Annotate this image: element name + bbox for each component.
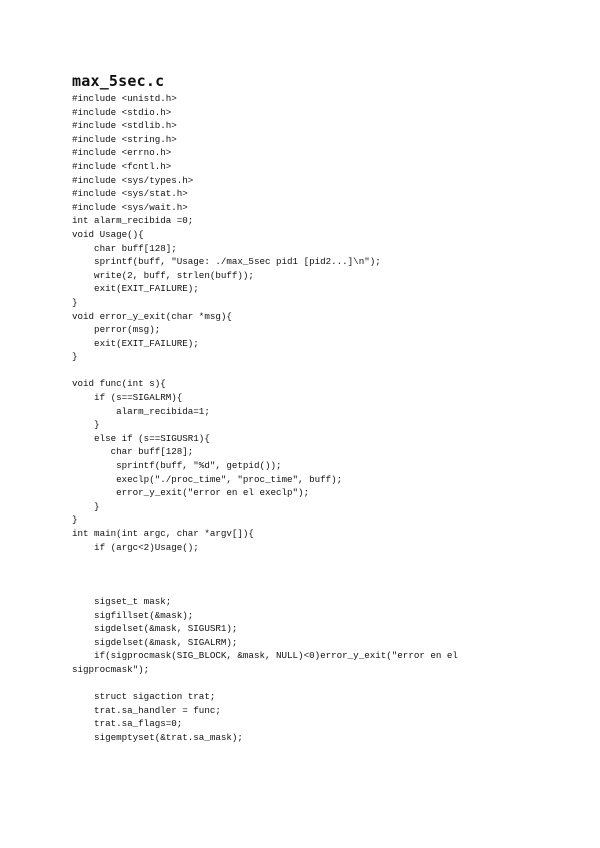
code-line: int main(int argc, char *argv[]){ [72,528,254,539]
code-line [72,581,532,595]
code-line: int alarm_recibida =0; [72,215,194,227]
code-block [72,92,532,745]
code-line: #include <errno.h> [72,147,172,159]
code-line: exit(EXIT_FAILURE); [72,337,199,349]
code-line: sigdelset(&mask, SIGALRM); [72,636,238,648]
code-line: char buff[128]; [72,446,194,458]
code-line: char buff[128]; [72,242,177,254]
code-line: void Usage(){ [72,228,144,240]
code-line: #include <stdio.h> [72,106,172,118]
code-line: void error_y_exit(char *msg){ [72,310,232,322]
code-line: } [72,296,78,308]
code-line: struct sigaction trat; [72,691,216,703]
code-line: #include <unistd.h> [72,93,177,104]
code-line: } [72,419,100,431]
code-line: if (argc<2)Usage(); [72,541,199,553]
code-line: sigprocmask"); [72,663,150,675]
code-line: sigemptyset(&trat.sa_mask); [72,731,243,743]
code-line [72,554,532,568]
code-line [72,364,532,378]
code-line: if(sigprocmask(SIG_BLOCK, &mask, NULL)<0)error_y_exit("error en el [72,650,458,662]
code-line: trat.sa_handler = func; [72,704,221,716]
code-line: sigfillset(&mask); [72,609,194,621]
code-line: #include <stdlib.h> [72,120,177,132]
code-line: #include <sys/stat.h> [72,188,188,200]
code-line: } [72,500,100,512]
code-line: } [72,514,78,526]
code-line: perror(msg); [72,324,161,336]
file-title: max_5sec.c [72,72,165,90]
code-line: sigset_t mask; [72,595,172,607]
code-line: } [72,351,78,363]
code-line: write(2, buff, strlen(buff)); [72,269,254,281]
code-line: trat.sa_flags=0; [72,718,183,730]
code-line [72,568,532,582]
code-line: if (s==SIGALRM){ [72,392,183,404]
code-line: #include <sys/wait.h> [72,201,188,213]
code-line: #include <string.h> [72,133,177,145]
code-line: alarm_recibida=1; [72,405,210,417]
code-line: #include <sys/types.h> [72,174,194,186]
code-line: else if (s==SIGUSR1){ [72,432,210,444]
code-line: sigdelset(&mask, SIGUSR1); [72,623,238,635]
code-line: void func(int s){ [72,378,166,390]
code-line: error_y_exit("error en el execlp"); [72,487,310,499]
code-line: sprintf(buff, "Usage: ./max_5sec pid1 [pid2...]\n"); [72,256,381,268]
code-line: sprintf(buff, "%d", getpid()); [72,460,282,472]
code-line: execlp("./proc_time", "proc_time", buff); [72,473,343,485]
code-line [72,677,532,691]
code-line: #include <fcntl.h> [72,160,172,172]
code-line: exit(EXIT_FAILURE); [72,283,199,295]
